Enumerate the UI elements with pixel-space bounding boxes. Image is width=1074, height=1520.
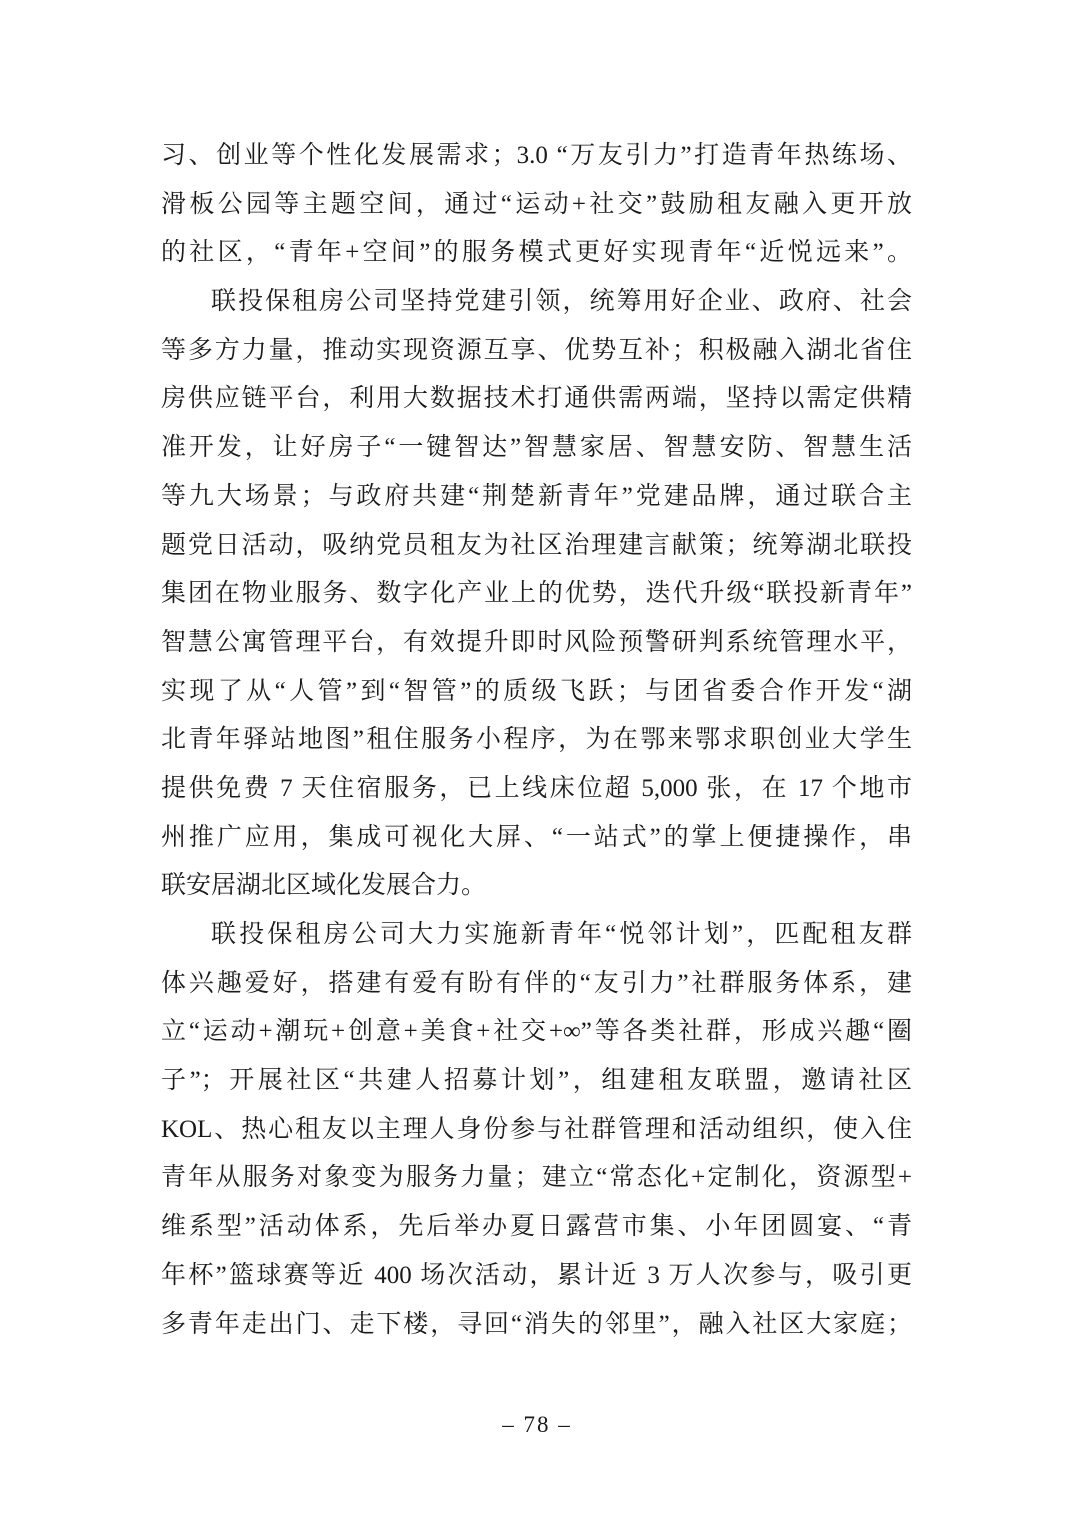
paragraph-continuation	[161, 132, 912, 278]
text-line: 集团在物业服务、数字化产业上的优势，迭代升级“联投新青年”	[161, 580, 912, 608]
text-line: 的社区，“青年+空间”的服务模式更好实现青年“近悦远来”。	[161, 239, 912, 267]
text-line: 青年从服务对象变为服务力量；建立“常态化+定制化，资源型+	[161, 1164, 912, 1192]
body-text	[161, 132, 912, 1349]
text-line: 题党日活动，吸纳党员租友为社区治理建言献策；统筹湖北联投	[161, 531, 912, 559]
text-line: 习、创业等个性化发展需求；3.0 “万友引力”打造青年热练场、	[161, 142, 912, 169]
text-line: 准开发，让好房子“一键智达”智慧家居、智慧安防、智慧生活	[161, 434, 912, 462]
text-line: 提供免费 7 天住宿服务，已上线床位超 5,000 张，在 17 个地市	[161, 774, 912, 802]
text-line: 等九大场景；与政府共建“荆楚新青年”党建品牌，通过联合主	[161, 482, 912, 510]
text-line: KOL、热心租友以主理人身份参与社群管理和活动组织，使入住	[161, 1115, 912, 1143]
text-line: 立“运动+潮玩+创意+美食+社交+∞”等各类社群，形成兴趣“圈	[161, 1018, 912, 1046]
text-line: 联投保租房公司大力实施新青年“悦邻计划”，匹配租友群	[211, 921, 912, 948]
text-line: 年杯”篮球赛等近 400 场次活动，累计近 3 万人次参与，吸引更	[161, 1261, 912, 1289]
text-line: 州推广应用，集成可视化大屏、“一站式”的掌上便捷操作，串	[161, 823, 912, 851]
text-line: 实现了从“人管”到“智管”的质级飞跃；与团省委合作开发“湖	[161, 677, 912, 705]
text-line: 房供应链平台，利用大数据技术打通供需两端，坚持以需定供精	[161, 385, 912, 413]
text-line: 维系型”活动体系，先后举办夏日露营市集、小年团圆宴、“青	[161, 1213, 912, 1241]
text-line: 联安居湖北区域化发展合力。	[161, 872, 487, 900]
text-line: 智慧公寓管理平台，有效提升即时风险预警研判系统管理水平，	[161, 628, 912, 656]
paragraph-yuelin-plan	[161, 911, 912, 1349]
text-line: 体兴趣爱好，搭建有爱有盼有伴的“友引力”社群服务体系，建	[161, 969, 912, 997]
text-line: 北青年驿站地图”租住服务小程序，为在鄂来鄂求职创业大学生	[161, 726, 912, 754]
paragraph-party-building	[161, 278, 912, 911]
text-line: 联投保租房公司坚持党建引领，统筹用好企业、政府、社会	[211, 288, 912, 316]
text-line: 子”；开展社区“共建人招募计划”，组建租友联盟，邀请社区	[161, 1067, 912, 1095]
text-line: 多青年走出门、走下楼，寻回“消失的邻里”，融入社区大家庭；	[161, 1310, 912, 1338]
page-number: – 78 –	[502, 1412, 572, 1437]
text-line: 等多方力量，推动实现资源互享、优势互补；积极融入湖北省住	[161, 336, 912, 364]
text-line: 滑板公园等主题空间，通过“运动+社交”鼓励租友融入更开放	[161, 190, 912, 218]
